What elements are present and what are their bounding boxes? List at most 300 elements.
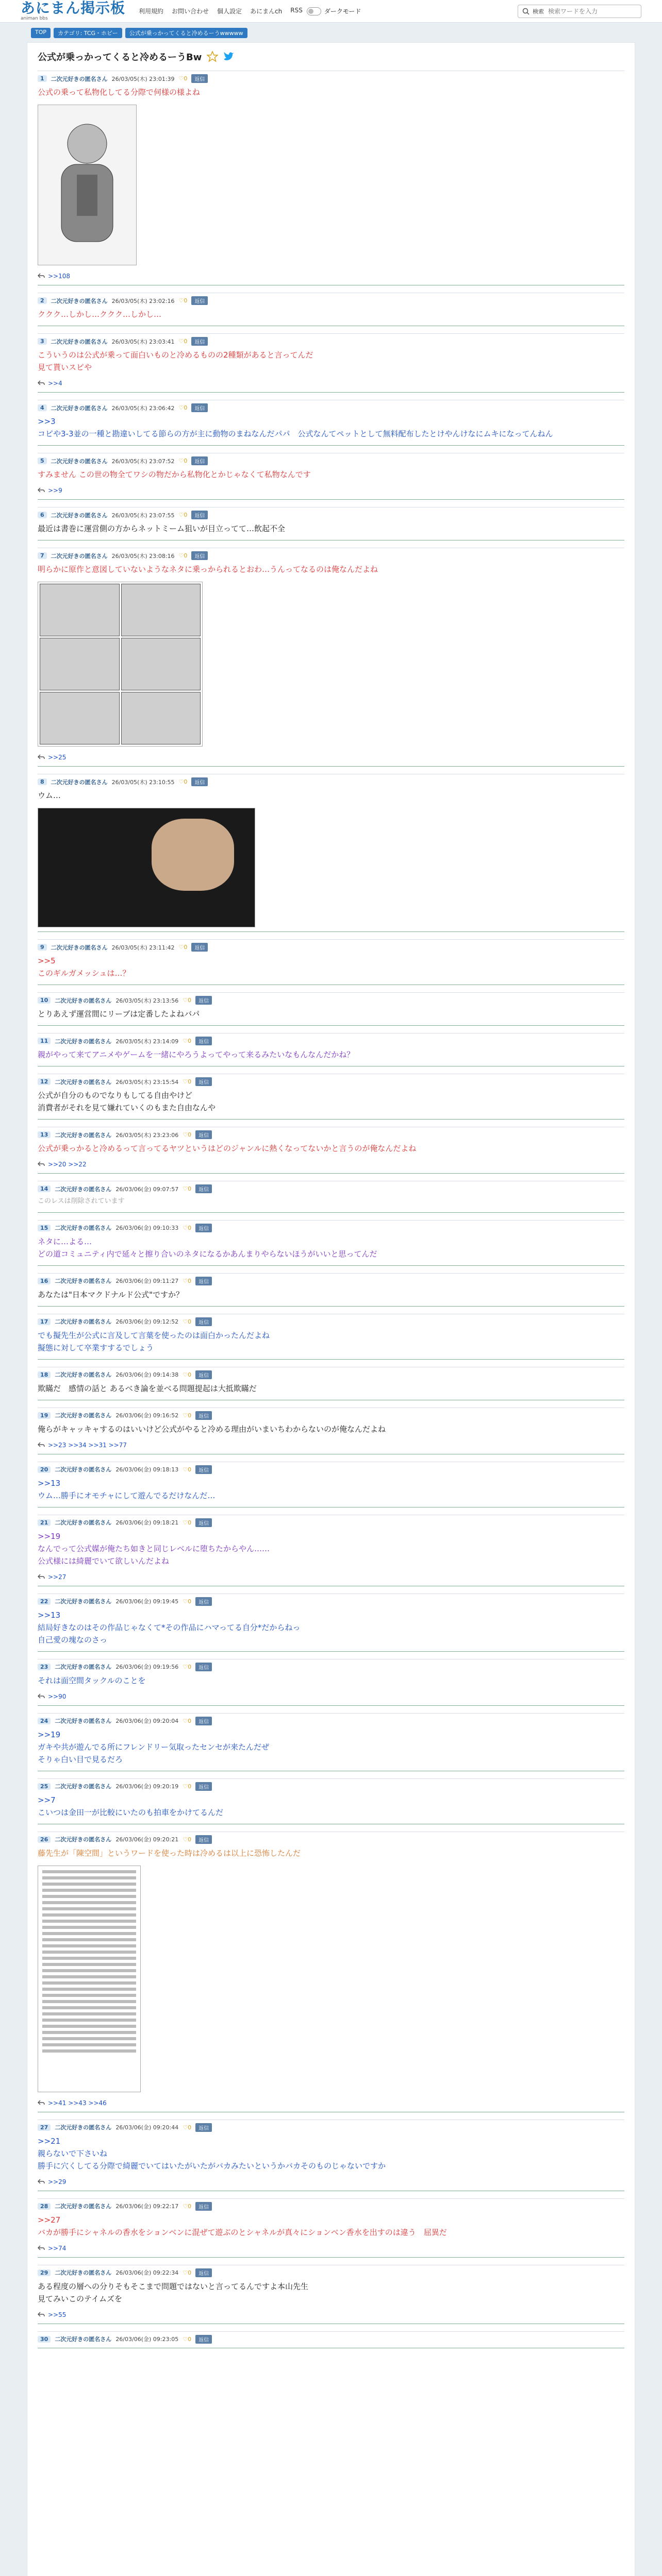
post-number[interactable]: 24: [38, 1718, 51, 1724]
post-date: 26/03/06(金) 09:22:34: [115, 2269, 179, 2277]
like-count[interactable]: ♡0: [183, 1078, 192, 1085]
post-header: [38, 1367, 624, 1381]
post-author: 二次元好きの匿名さん: [51, 944, 108, 951]
post-number[interactable]: 14: [38, 1185, 51, 1192]
reply-button[interactable]: 返信: [195, 1518, 212, 1527]
post-number[interactable]: 18: [38, 1371, 51, 1378]
post-date: 26/03/06(金) 09:20:19: [115, 1783, 179, 1790]
post-date: 26/03/05(木) 23:14:09: [115, 1038, 179, 1045]
like-count[interactable]: ♡0: [183, 2269, 192, 2276]
like-count[interactable]: ♡0: [183, 1131, 192, 1138]
post-date: 26/03/05(木) 23:08:16: [111, 552, 175, 560]
text-line: [42, 2000, 136, 2003]
reply-button[interactable]: 返信: [191, 456, 208, 465]
post: [38, 1220, 624, 1266]
post-date: 26/03/06(金) 09:12:52: [115, 1318, 179, 1326]
text-line: [42, 2006, 136, 2009]
like-count[interactable]: ♡0: [183, 2124, 192, 2131]
text-line: [42, 1926, 136, 1929]
reply-arrow-icon: [38, 2100, 45, 2106]
text-line: [42, 1951, 136, 1954]
post-header: [38, 1779, 624, 1793]
site-header: [0, 0, 662, 23]
post-author: 二次元好きの匿名さん: [55, 1718, 112, 1725]
post-body: すみません この世の物全てワシの物だから私物化とかじゃなくて私物なんです: [38, 470, 311, 479]
post-date: 26/03/06(金) 09:10:33: [115, 1225, 179, 1232]
post-list: [38, 71, 624, 2348]
manga-panel: [40, 584, 120, 636]
dark-mode-label: ダークモード: [324, 8, 361, 15]
post-separator: [38, 1265, 624, 1266]
like-count[interactable]: ♡0: [183, 1783, 192, 1790]
post-separator: [38, 1651, 624, 1652]
toggle-switch[interactable]: [307, 7, 321, 15]
text-line: [42, 2012, 136, 2015]
like-count[interactable]: ♡0: [178, 552, 188, 559]
post: [38, 939, 624, 985]
post-number[interactable]: 25: [38, 1783, 51, 1790]
reply-anchor[interactable]: >>55: [48, 2311, 67, 2318]
post: [38, 2198, 624, 2258]
post-number[interactable]: 22: [38, 1598, 51, 1605]
post-replies: [38, 1570, 624, 1584]
post-image[interactable]: [38, 105, 137, 265]
reply-button[interactable]: 返信: [191, 337, 208, 346]
post-header: [38, 507, 624, 521]
post-header: [38, 774, 624, 788]
post-body: 公式の乗って私物化してる分際で何様の様よね: [38, 88, 201, 97]
reply-button[interactable]: 返信: [195, 1224, 212, 1232]
post-number[interactable]: 12: [38, 1078, 51, 1085]
post-number[interactable]: 13: [38, 1131, 51, 1138]
like-count[interactable]: ♡0: [183, 1038, 192, 1044]
like-count[interactable]: ♡0: [183, 2335, 192, 2343]
like-count[interactable]: ♡0: [178, 457, 188, 464]
post-separator: [38, 931, 624, 932]
reply-button[interactable]: 返信: [191, 551, 208, 560]
like-count[interactable]: ♡0: [178, 338, 188, 345]
post-separator: [38, 1025, 624, 1026]
reply-anchor[interactable]: >>108: [48, 273, 71, 280]
post-replies: [38, 1158, 624, 1171]
post-image[interactable]: [38, 582, 203, 747]
text-line: [42, 1963, 136, 1966]
post-number[interactable]: 19: [38, 1412, 51, 1419]
post-separator: [38, 1173, 624, 1174]
post-replies: [38, 484, 624, 497]
like-count[interactable]: ♡0: [183, 1663, 192, 1670]
like-count[interactable]: ♡0: [183, 1466, 192, 1473]
reply-button[interactable]: 返信: [191, 777, 208, 786]
post-number[interactable]: 17: [38, 1318, 51, 1325]
manga-panel: [40, 638, 120, 690]
reply-anchor[interactable]: >>29: [48, 2178, 67, 2185]
reply-button[interactable]: 返信: [195, 1835, 212, 1844]
search-input[interactable]: [547, 7, 626, 15]
reply-button[interactable]: 返信: [191, 296, 208, 305]
post: [38, 992, 624, 1026]
breadcrumb-thread[interactable]: 公式が乗っかってくると冷めるーうwwwww: [125, 28, 247, 38]
post-number[interactable]: 16: [38, 1278, 51, 1284]
post: [38, 1314, 624, 1360]
post-number[interactable]: 4: [38, 404, 47, 411]
like-count[interactable]: ♡0: [178, 778, 188, 785]
post-date: 26/03/06(金) 09:20:21: [115, 1836, 179, 1843]
post-number[interactable]: 15: [38, 1225, 51, 1231]
post-header: [38, 1832, 624, 1846]
text-line: [42, 2025, 136, 2028]
post-number[interactable]: 3: [38, 338, 47, 345]
post-date: 26/03/05(木) 23:11:42: [111, 944, 175, 951]
post-number[interactable]: 27: [38, 2124, 51, 2131]
post-date: 26/03/06(金) 09:11:27: [115, 1278, 179, 1285]
post-separator: [38, 2257, 624, 2258]
post-author: 二次元好きの匿名さん: [55, 1078, 112, 1086]
post-header: [38, 1714, 624, 1727]
post-author: 二次元好きの匿名さん: [51, 457, 108, 465]
post-author: 二次元好きの匿名さん: [55, 1519, 112, 1527]
post-body: 最近は書巻に運営側の方からネットミーム狙いが目立ってて…飲起不全: [38, 524, 286, 533]
post-date: 26/03/05(木) 23:03:41: [111, 338, 175, 345]
post: [38, 1127, 624, 1174]
post-author: 二次元好きの匿名さん: [55, 1412, 112, 1419]
like-count[interactable]: ♡0: [183, 1717, 192, 1724]
post-body: 明らかに原作と意図していないようなネタに乗っかられるとおわ…うんってなるのは俺なんだよね: [38, 565, 378, 574]
post-body: 俺らがキャッキャするのはいいけど公式がやると冷める理由がいまいちわからないのが俺なんだよね: [38, 1424, 386, 1434]
like-count[interactable]: ♡0: [183, 1224, 192, 1231]
reply-arrow-icon: [38, 2179, 45, 2185]
post-number[interactable]: 7: [38, 552, 47, 559]
reply-arrow-icon: [38, 2312, 45, 2318]
reply-button[interactable]: 返信: [195, 2123, 212, 2132]
post-body: >>19 なんでって公式媒が俺たち如きと同じレベルに堕ちたからやん…… 公式様には綺麗でいて欲しいんだよね: [38, 1531, 270, 1566]
post-author: 二次元好きの匿名さん: [51, 338, 108, 345]
post-number[interactable]: 9: [38, 944, 47, 951]
text-line: [42, 1913, 136, 1917]
reply-anchor[interactable]: >>9: [48, 487, 62, 494]
post: [38, 1074, 624, 1120]
post-number[interactable]: 8: [38, 778, 47, 785]
reply-anchor[interactable]: >>41 >>43 >>46: [48, 2099, 107, 2107]
like-count[interactable]: ♡0: [178, 944, 188, 951]
site-logo[interactable]: [21, 1, 125, 21]
reply-button[interactable]: 返信: [195, 1077, 212, 1086]
text-line: [42, 1883, 136, 1886]
star-icon[interactable]: [207, 51, 218, 62]
post: [38, 453, 624, 500]
post-separator: [38, 445, 624, 446]
post-body: >>5 このギルガメッシュは…？: [38, 956, 130, 978]
post: [38, 507, 624, 540]
thread-title: 公式が乗っかってくると冷めるーうBw: [38, 52, 202, 63]
post-header: [38, 993, 624, 1007]
reply-button[interactable]: 返信: [195, 1037, 212, 1045]
post-author: 二次元好きの匿名さん: [51, 512, 108, 519]
post-separator: [38, 392, 624, 393]
nav-rss[interactable]: RSS: [290, 7, 303, 14]
post-date: 26/03/05(木) 23:01:39: [111, 75, 175, 82]
post: [38, 774, 624, 932]
reply-button[interactable]: 返信: [195, 1317, 212, 1326]
logo-subtext: animan bbs: [21, 16, 48, 21]
post: [38, 548, 624, 767]
post-number[interactable]: 5: [38, 457, 47, 464]
post: [38, 1713, 624, 1771]
post-author: 二次元好きの匿名さん: [55, 2203, 112, 2210]
post-date: 26/03/06(金) 09:22:17: [115, 2203, 179, 2210]
breadcrumb-top[interactable]: TOP: [31, 28, 51, 38]
reply-anchor[interactable]: >>20 >>22: [48, 1161, 87, 1168]
like-count[interactable]: ♡0: [178, 75, 188, 82]
manga-panel: [40, 692, 120, 744]
post-date: 26/03/05(木) 23:07:52: [111, 457, 175, 465]
reply-button[interactable]: 返信: [195, 1465, 212, 1474]
post-header: [38, 1274, 624, 1287]
post-header: [38, 453, 624, 467]
post-date: 26/03/05(木) 23:02:16: [111, 297, 175, 304]
post-author: 二次元好きの匿名さん: [51, 552, 108, 560]
post-number[interactable]: 29: [38, 2269, 51, 2276]
breadcrumb-category[interactable]: カテゴリ: TCG・ホビー: [54, 28, 122, 38]
reply-arrow-icon: [38, 1693, 45, 1700]
text-line: [42, 1907, 136, 1910]
reply-button[interactable]: 返信: [195, 1411, 212, 1420]
text-line: [42, 2049, 136, 2053]
reply-anchor[interactable]: >>27: [48, 1573, 67, 1581]
post-separator: [38, 1119, 624, 1120]
manga-panel: [121, 584, 201, 636]
like-count[interactable]: ♡0: [178, 297, 188, 304]
post: [38, 1832, 624, 2112]
like-count[interactable]: ♡0: [183, 1277, 192, 1284]
manga-panel: [121, 692, 201, 744]
like-count[interactable]: ♡0: [183, 2202, 192, 2210]
like-count[interactable]: ♡0: [178, 512, 188, 518]
reply-arrow-icon: [38, 273, 45, 279]
post-replies: [38, 2242, 624, 2255]
post-header: [38, 1594, 624, 1608]
text-line: [42, 1944, 136, 1947]
text-line: [42, 1876, 136, 1879]
like-count[interactable]: ♡0: [178, 404, 188, 411]
text-line: [42, 1957, 136, 1960]
post-header: [38, 334, 624, 348]
reply-arrow-icon: [38, 1442, 45, 1448]
post: [38, 400, 624, 446]
post-date: 26/03/05(木) 23:23:06: [115, 1131, 179, 1139]
text-line: [42, 1920, 136, 1923]
twitter-icon[interactable]: [223, 51, 235, 62]
text-line: [42, 1895, 136, 1898]
post-date: 26/03/06(金) 09:19:56: [115, 1664, 179, 1671]
post-number[interactable]: 11: [38, 1038, 51, 1044]
reply-button[interactable]: 返信: [195, 1597, 212, 1606]
post-body: >>13 ウム…勝手にオモチャにして遊んでるだけなんだ…: [38, 1478, 216, 1500]
post-body: こういうのは公式が乗って面白いものと冷めるものの2種類があると言ってんだ 見て貰いスピや: [38, 350, 313, 372]
post-number[interactable]: 28: [38, 2203, 51, 2210]
text-line: [42, 1975, 136, 1978]
post-body: >>21 親らないで下さいね 勝手に穴くしてる分際で綺麗でいてはいたがいたがバカみたいというかバカそのものじゃないですか: [38, 2136, 386, 2171]
post-header: [38, 2332, 624, 2346]
post-header: [38, 1181, 624, 1195]
post-body: >>7 こいつは金田一が比較にいたのも拍車をかけてるんだ: [38, 1795, 224, 1817]
top-nav: [139, 7, 303, 15]
reply-arrow-icon: [38, 1161, 45, 1167]
post-author: 二次元好きの匿名さん: [55, 1836, 112, 1843]
post-header: [38, 1515, 624, 1529]
reply-anchor[interactable]: >>90: [48, 1692, 67, 1700]
post-body: あなたは"日本マクドナルド公式"ですか？: [38, 1290, 184, 1299]
search-label[interactable]: 検索: [533, 8, 544, 15]
like-count[interactable]: ♡0: [183, 1185, 192, 1192]
text-line: [42, 1994, 136, 1997]
reply-button[interactable]: 返信: [191, 74, 208, 83]
text-line: [42, 1981, 136, 1985]
post-separator: [38, 1306, 624, 1307]
reply-button[interactable]: 返信: [195, 2335, 212, 2344]
reply-arrow-icon: [38, 2245, 45, 2251]
reply-anchor[interactable]: >>25: [48, 754, 67, 761]
post-number[interactable]: 21: [38, 1519, 51, 1526]
post-header: [38, 548, 624, 562]
reply-button[interactable]: 返信: [195, 2268, 212, 2277]
like-count[interactable]: ♡0: [183, 1371, 192, 1378]
post-separator: [38, 1212, 624, 1213]
post-number[interactable]: 1: [38, 75, 47, 82]
post-number[interactable]: 30: [38, 2336, 51, 2343]
like-count[interactable]: ♡0: [183, 1318, 192, 1325]
post-replies: [38, 2308, 624, 2321]
post-image[interactable]: [38, 808, 255, 927]
post-author: 二次元好きの匿名さん: [55, 1278, 112, 1285]
post-body: でも擬先生が公式に言及して言葉を使ったのは面白かったんだよね 擬態に対して卒業すするでしょう: [38, 1330, 270, 1352]
reply-button[interactable]: 返信: [191, 403, 208, 412]
manga-panel: [121, 638, 201, 690]
post-header: [38, 293, 624, 307]
reply-button[interactable]: 返信: [195, 1782, 212, 1791]
reply-button[interactable]: 返信: [195, 1370, 212, 1379]
post-header: [38, 1314, 624, 1328]
reply-button[interactable]: 返信: [195, 1277, 212, 1285]
post-header: [38, 71, 624, 85]
reply-arrow-icon: [38, 754, 45, 760]
post-author: 二次元好きの匿名さん: [55, 1664, 112, 1671]
post-number[interactable]: 26: [38, 1836, 51, 1843]
reply-button[interactable]: 返信: [195, 1663, 212, 1671]
search-icon[interactable]: [522, 8, 529, 15]
like-count[interactable]: ♡0: [183, 1519, 192, 1526]
post-header: [38, 2199, 624, 2213]
reply-button[interactable]: 返信: [195, 2202, 212, 2211]
reply-anchor[interactable]: >>23 >>34 >>31 >>77: [48, 1441, 127, 1449]
post: [38, 1033, 624, 1066]
post-date: 26/03/05(木) 23:06:42: [111, 404, 175, 412]
post-date: 26/03/06(金) 09:16:52: [115, 1412, 179, 1419]
text-line: [42, 1932, 136, 1935]
post-body: このレスは削除されています: [38, 1197, 125, 1205]
post-author: 二次元好きの匿名さん: [55, 1131, 112, 1139]
reply-button[interactable]: 返信: [195, 1717, 212, 1725]
reply-anchor[interactable]: >>74: [48, 2244, 67, 2252]
reply-button[interactable]: 返信: [191, 511, 208, 519]
post-date: 26/03/06(金) 09:14:38: [115, 1371, 179, 1379]
post-number[interactable]: 10: [38, 997, 51, 1004]
post-body: ウム…: [38, 791, 61, 800]
post-body: 公式が自分のものでなりもしてる自由やけど 消費者がそれを見て嫌れていくのもまた自由なんや: [38, 1091, 216, 1112]
post-body: 公式が乗っかると冷めるって言ってるヤツというはどのジャンルに熱くなってないかと言うのが俺なんだよね: [38, 1144, 417, 1153]
post-header: [38, 400, 624, 414]
post-body: ククク…しかし…ククク…しかし…: [38, 310, 162, 319]
post: [38, 333, 624, 393]
post: [38, 1181, 624, 1213]
post-number[interactable]: 6: [38, 512, 47, 518]
nav-animanch[interactable]: あにまんch: [250, 8, 283, 15]
post-header: [38, 2265, 624, 2279]
text-line: [42, 1870, 136, 1873]
post-image[interactable]: [38, 1866, 141, 2092]
post-author: 二次元好きの匿名さん: [55, 1185, 112, 1193]
like-count[interactable]: ♡0: [183, 1598, 192, 1605]
post-header: [38, 1659, 624, 1673]
post-number[interactable]: 23: [38, 1664, 51, 1670]
reply-button[interactable]: 返信: [195, 1130, 212, 1139]
post-body: >>3 コピや3-3並の一種と勘違いしてる節らの方が主に動物のまねなんだパパ 公式なんてペットとして無料配布したとけやんけなにムキになってんねん: [38, 417, 553, 438]
nav-terms[interactable]: 利用規約: [139, 8, 164, 15]
post-author: 二次元好きの匿名さん: [55, 1371, 112, 1379]
reply-anchor[interactable]: >>4: [48, 380, 62, 387]
post-date: 26/03/05(木) 23:15:54: [115, 1078, 179, 1086]
dark-mode-toggle[interactable]: [307, 7, 361, 15]
reply-button[interactable]: 返信: [191, 943, 208, 952]
meme-face: [152, 819, 234, 891]
post-date: 26/03/06(金) 09:20:44: [115, 2124, 179, 2131]
post-number[interactable]: 20: [38, 1466, 51, 1473]
post-date: 26/03/06(金) 09:18:13: [115, 1466, 179, 1473]
post-date: 26/03/05(木) 23:13:56: [115, 997, 179, 1004]
post-separator: [38, 766, 624, 767]
thread-container: [27, 42, 635, 2576]
post-header: [38, 940, 624, 954]
text-line: [42, 1938, 136, 1941]
post-body: それは面空間タックルのことを: [38, 1675, 146, 1685]
post: [38, 1408, 624, 1454]
post-replies: [38, 2175, 624, 2189]
post-date: 26/03/05(木) 23:10:55: [111, 778, 175, 786]
post-header: [38, 1408, 624, 1422]
post: [38, 1659, 624, 1706]
post-replies: [38, 751, 624, 764]
search-box: [518, 5, 641, 18]
post-separator: [38, 1359, 624, 1360]
like-count[interactable]: ♡0: [183, 1412, 192, 1419]
reply-button[interactable]: 返信: [195, 1184, 212, 1193]
post-header: [38, 1127, 624, 1141]
post-author: 二次元好きの匿名さん: [51, 778, 108, 786]
post-date: 26/03/06(金) 09:07:57: [115, 1185, 179, 1193]
post-number[interactable]: 2: [38, 297, 47, 304]
post-author: 二次元好きの匿名さん: [55, 2124, 112, 2131]
post-author: 二次元好きの匿名さん: [55, 997, 112, 1004]
nav-settings[interactable]: 個人設定: [217, 8, 242, 15]
post-author: 二次元好きの匿名さん: [55, 2336, 112, 2343]
post-replies: [38, 377, 624, 390]
like-count[interactable]: ♡0: [183, 997, 192, 1004]
post-header: [38, 2120, 624, 2134]
nav-contact[interactable]: お問い合わせ: [172, 8, 209, 15]
like-count[interactable]: ♡0: [183, 1836, 192, 1843]
reply-button[interactable]: 返信: [195, 996, 212, 1005]
post-body: >>19 ガキや共が遊んでる所にフレンドリー気取ったセンセが来たんだぜ そりゃ白い目で見るだろ: [38, 1730, 270, 1764]
